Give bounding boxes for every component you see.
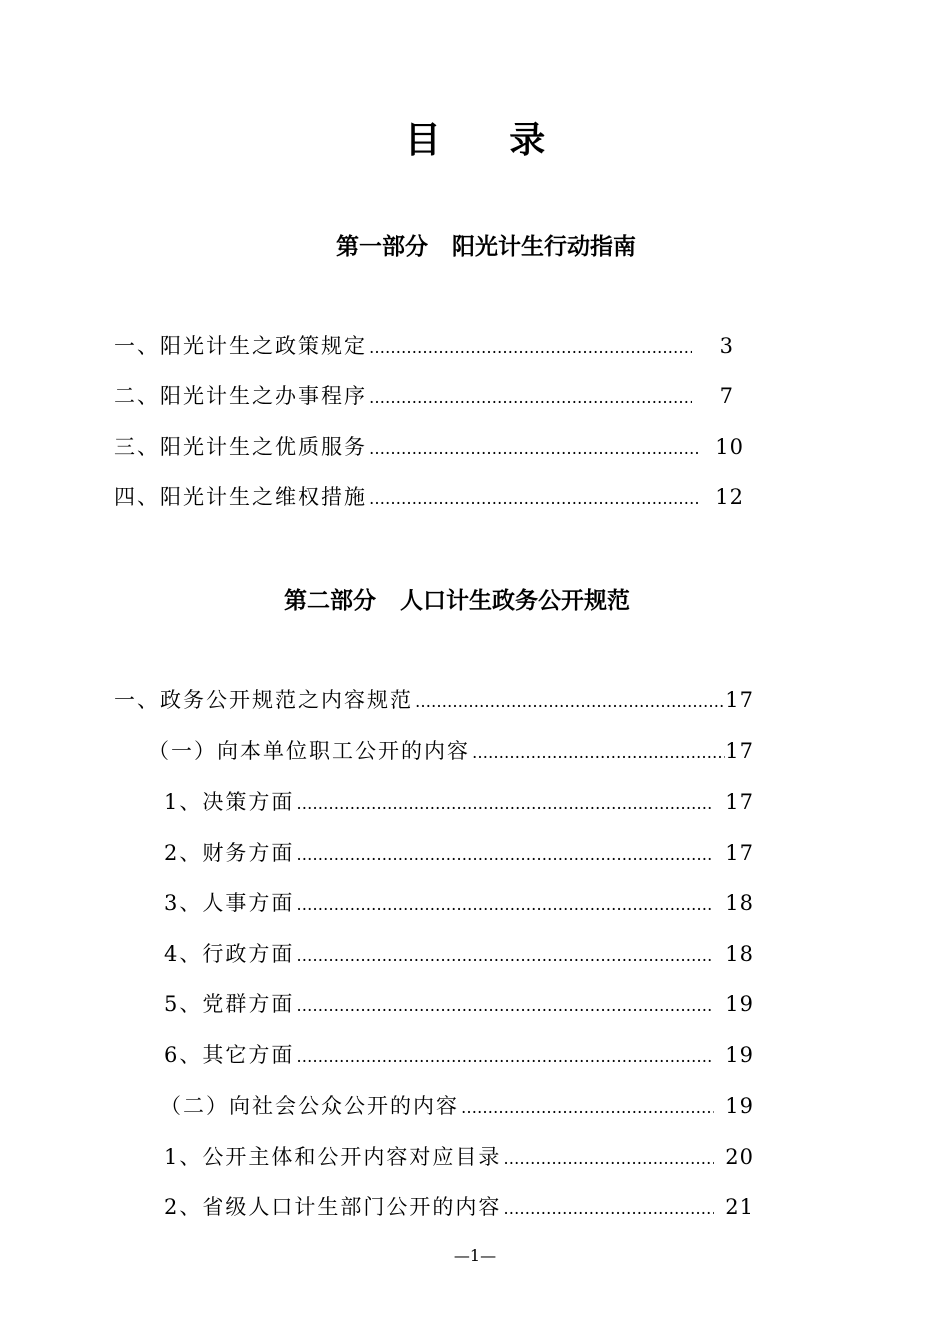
toc-entry-page: 19 — [725, 992, 754, 1016]
dot-leader — [296, 1047, 714, 1066]
toc-entry-page: 17 — [725, 739, 754, 763]
part2-heading: 第二部分 人口计生政务公开规范 — [284, 588, 631, 614]
toc-entry[interactable] — [114, 481, 744, 511]
dot-leader — [369, 439, 700, 458]
toc-entry-page: 19 — [725, 1094, 754, 1118]
dot-leader — [503, 1149, 714, 1168]
toc-entry[interactable] — [114, 431, 744, 461]
dot-leader — [296, 845, 714, 864]
toc-entry-label: 1、公开主体和公开内容对应目录 — [164, 1145, 502, 1169]
toc-entry[interactable] — [164, 786, 754, 816]
toc-entry-label: （一）向本单位职工公开的内容 — [148, 739, 470, 763]
toc-entry-page: 17 — [725, 688, 754, 712]
toc-entry-page: 17 — [725, 790, 754, 814]
toc-entry-page: 7 — [719, 384, 734, 408]
dot-leader — [461, 1098, 714, 1117]
toc-entry[interactable] — [114, 684, 754, 714]
dot-leader — [369, 338, 692, 357]
toc-entry[interactable] — [160, 1090, 754, 1120]
toc-entry-page: 17 — [725, 841, 754, 865]
toc-entry[interactable] — [164, 887, 754, 917]
toc-entry[interactable] — [164, 1039, 754, 1069]
toc-entry-page: 20 — [725, 1145, 754, 1169]
toc-entry-label: 2、省级人口计生部门公开的内容 — [164, 1195, 502, 1219]
toc-entry[interactable] — [148, 735, 754, 765]
toc-entry[interactable] — [164, 1141, 754, 1171]
dot-leader — [369, 489, 700, 508]
toc-entry-label: 6、其它方面 — [164, 1043, 295, 1067]
toc-entry-label: 3、人事方面 — [164, 891, 295, 915]
toc-entry-label: 4、行政方面 — [164, 942, 295, 966]
page-number-footer: —1— — [453, 1246, 497, 1265]
toc-entry[interactable] — [164, 938, 754, 968]
toc-entry-label: 三、阳光计生之优质服务 — [114, 435, 367, 459]
toc-entry-label: 2、财务方面 — [164, 841, 295, 865]
toc-entry-label: 一、政务公开规范之内容规范 — [114, 688, 413, 712]
toc-entry-page: 18 — [725, 891, 754, 915]
dot-leader — [296, 946, 714, 965]
toc-entry-label: 5、党群方面 — [164, 992, 295, 1016]
page-title: 目 录 — [404, 120, 574, 161]
dot-leader — [415, 692, 725, 711]
toc-entry[interactable] — [164, 1191, 754, 1221]
toc-entry-page: 18 — [725, 942, 754, 966]
toc-entry[interactable] — [164, 988, 754, 1018]
dot-leader — [296, 895, 714, 914]
toc-entry-page: 10 — [715, 435, 744, 459]
dot-leader — [296, 996, 714, 1015]
toc-entry[interactable] — [164, 837, 754, 867]
toc-entry-label: 1、决策方面 — [164, 790, 295, 814]
dot-leader — [296, 794, 714, 813]
toc-entry-label: 一、阳光计生之政策规定 — [114, 334, 367, 358]
toc-entry-label: 二、阳光计生之办事程序 — [114, 384, 367, 408]
toc-entry-page: 19 — [725, 1043, 754, 1067]
dot-leader — [503, 1199, 714, 1218]
toc-entry-page: 12 — [715, 485, 744, 509]
toc-entry-page: 21 — [725, 1195, 754, 1219]
dot-leader — [472, 743, 725, 762]
toc-entry[interactable] — [114, 380, 734, 410]
toc-entry-label: 四、阳光计生之维权措施 — [114, 485, 367, 509]
toc-entry-page: 3 — [719, 334, 734, 358]
part1-heading: 第一部分 阳光计生行动指南 — [336, 234, 637, 260]
dot-leader — [369, 388, 692, 407]
toc-entry-label: （二）向社会公众公开的内容 — [160, 1094, 459, 1118]
toc-entry[interactable] — [114, 330, 734, 360]
